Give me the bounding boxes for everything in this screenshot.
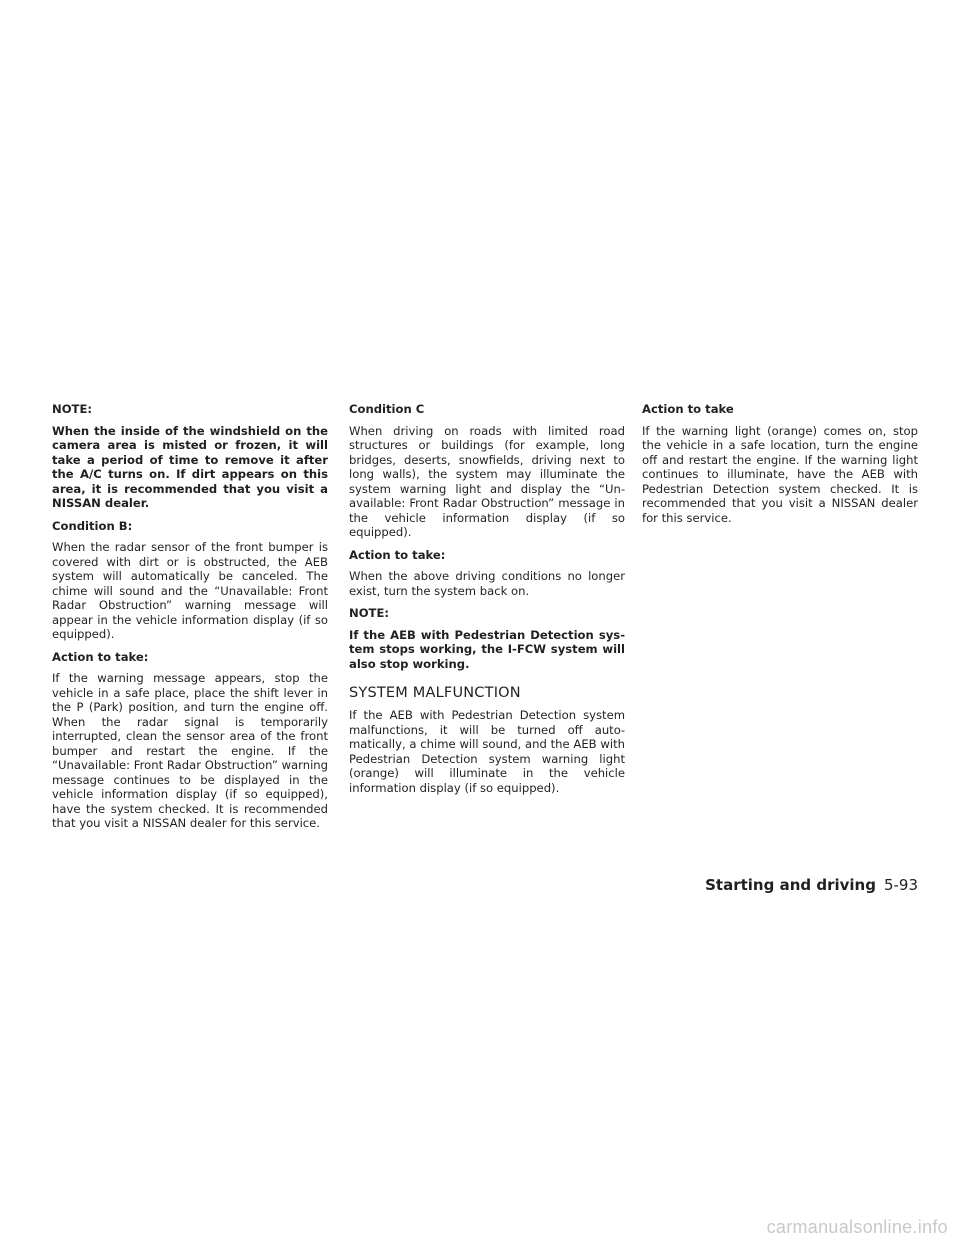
page-footer xyxy=(705,876,918,894)
note-label: NOTE: xyxy=(52,402,93,416)
condition-b-text: When the radar sensor of the front bumper is covered with dirt or is obstructed, the AEB system will automatically be canceled. The chime will sound and the “Unavailable: Front Radar Obstruction” warning message will appear in the vehicle information display (if so equipped). xyxy=(52,540,328,641)
action-text: When the above driving conditions no longer exist, turn the system back on. xyxy=(349,569,625,598)
page-number: 5-93 xyxy=(883,876,918,894)
action-text: If the warning light (orange) comes on, stop the vehicle in a safe location, turn the engine off and restart the engine. If the warning light continues to illuminate, have the AEB with Pedestrian Detection system checked. It is recommended that you visit a NISSAN dealer for this service. xyxy=(642,423,918,525)
text-column-middle xyxy=(349,402,625,803)
system-malfunction-text: If the AEB with Pedestrian Detection system malfunctions, it will be turned off automatically, a chime will sound, and the AEB with Pedestrian Detection system warning light (orange) will illuminate in the vehicle information display (if so equipped). xyxy=(349,708,625,795)
watermark: carmanualsonline.info xyxy=(766,1217,948,1237)
text-column-left xyxy=(52,402,328,839)
system-malfunction-heading: SYSTEM MALFUNCTION xyxy=(349,685,521,701)
action-text: If the warning message appears, stop the vehicle in a safe place, place the shift lever in the P (Park) position, and turn the engine off. When the radar signal is temporarily interrupted, clean the sensor area of the front bumper and restart the engine. If the “Unavailable: Front Radar Obstruction” warning message continues to be displayed in the vehicle information display (if so equipped), have the system checked. It is recommended that you visit a NISSAN dealer for this service. xyxy=(52,671,328,830)
note-text: When the inside of the windshield on the camera area is misted or frozen, it will take a period of time to remove it after the A/C turns on. If dirt appears on this area, it is recommended that you visit a NISSAN dealer. xyxy=(52,423,328,510)
action-label: Action to take: xyxy=(349,547,446,562)
condition-b-label: Condition B: xyxy=(52,518,133,533)
note-text: If the AEB with Pedestrian Detection system stops working, the I-FCW system will also stop working. xyxy=(349,627,625,671)
condition-c-label: Condition C xyxy=(349,402,425,416)
action-label: Action to take: xyxy=(52,649,149,664)
note-label: NOTE: xyxy=(349,606,390,620)
text-column-right xyxy=(642,402,918,533)
condition-c-text: When driving on roads with limited road structures or buildings (for example, long bridges, deserts, snowfields, driving next to long walls), the system may illuminate the system warning light and display the “Unavailable: Front Radar Obstruction” message in the vehicle information display (if so equipped). xyxy=(349,423,625,539)
action-label: Action to take xyxy=(642,402,734,416)
footer-section-title: Starting and driving xyxy=(705,876,876,894)
